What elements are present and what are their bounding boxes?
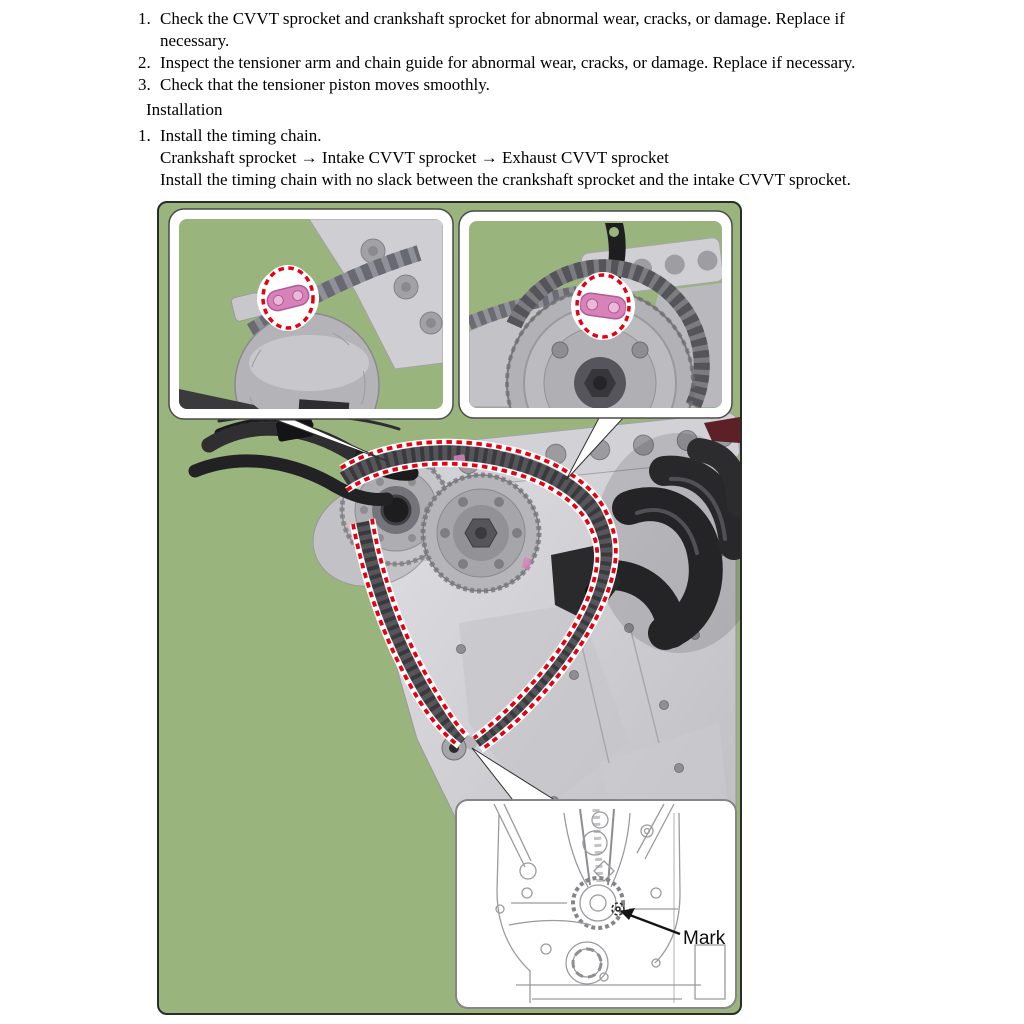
inspection-step-2 — [138, 52, 900, 74]
section-heading: Installation — [146, 100, 223, 119]
install-sequence: Crankshaft sprocket → Intake CVVT sprocket → Exhaust CVVT sprocket — [160, 148, 669, 167]
inspection-step-3 — [138, 74, 900, 96]
step-number: 1. — [138, 9, 151, 28]
step-text: Inspect the tensioner arm and chain guide for abnormal wear, cracks, or damage. Replace if necessary. — [160, 53, 856, 72]
mark-label: Mark — [683, 928, 726, 949]
step-text: Install the timing chain. — [160, 126, 322, 145]
instruction-text — [138, 8, 900, 191]
timing-chain-illustration — [159, 203, 740, 1013]
step-text: Check the CVVT sprocket and crankshaft sprocket for abnormal wear, cracks, or damage. Replace if necessary. — [160, 9, 845, 50]
leader-left-inset — [276, 420, 387, 461]
inspection-step-1 — [138, 8, 900, 52]
step-number: 2. — [138, 53, 151, 72]
install-note: Install the timing chain with no slack between the crankshaft sprocket and the intake CVVT sprocket. — [160, 170, 851, 189]
step-number: 1. — [138, 126, 151, 145]
step-number: 3. — [138, 75, 151, 94]
timing-chain-figure — [157, 201, 742, 1015]
installation-step-1 — [138, 125, 900, 147]
step-text: Check that the tensioner piston moves smoothly. — [160, 75, 490, 94]
intake-cvvt-sprocket — [423, 475, 539, 591]
inset-crank-mark-drawing — [456, 800, 736, 1008]
